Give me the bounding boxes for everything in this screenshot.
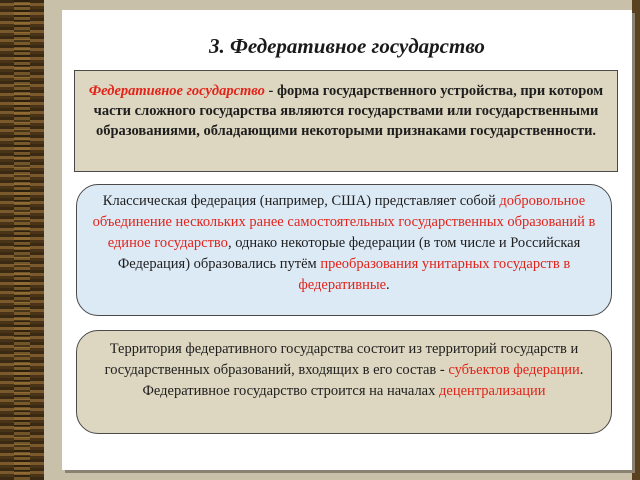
definition-box (74, 70, 618, 172)
decorative-left-strip (0, 0, 44, 480)
decorative-right-edge (632, 0, 640, 480)
slide-title: 3. Федеративное государство (209, 34, 485, 58)
territory-box (76, 330, 612, 434)
classical-federation-box (76, 184, 612, 316)
classical-highlight-1: добровольное объединение нескольких ранее самостоятельных государственных образований в единое государство (92, 193, 596, 251)
classical-text-2: , однако некоторые федерации (в том числе и Российская Федерация) образовались путём (117, 235, 581, 272)
definition-text: - форма государственного устройства, при котором части сложного государства являются государствами или государственными образованиями, обладающими некоторыми признаками государственности. (93, 83, 604, 139)
territory-highlight-1: субъектов федерации (448, 362, 580, 378)
classical-text-3: . (386, 277, 390, 293)
territory-highlight-2: децентрализации (439, 383, 546, 399)
definition-term: Федеративное государство (88, 83, 265, 99)
territory-line-2: Федеративное государство строится на началах (142, 383, 439, 399)
territory-text-1: Территория федеративного государства состоит из территорий государств и государственных образований, входящих в его состав - (104, 341, 579, 378)
territory-text-2: . (579, 362, 584, 378)
classical-highlight-2: преобразования унитарных государств в федеративные (298, 256, 571, 293)
classical-text-1: Классическая федерация (например, США) представляет собой (102, 193, 500, 209)
